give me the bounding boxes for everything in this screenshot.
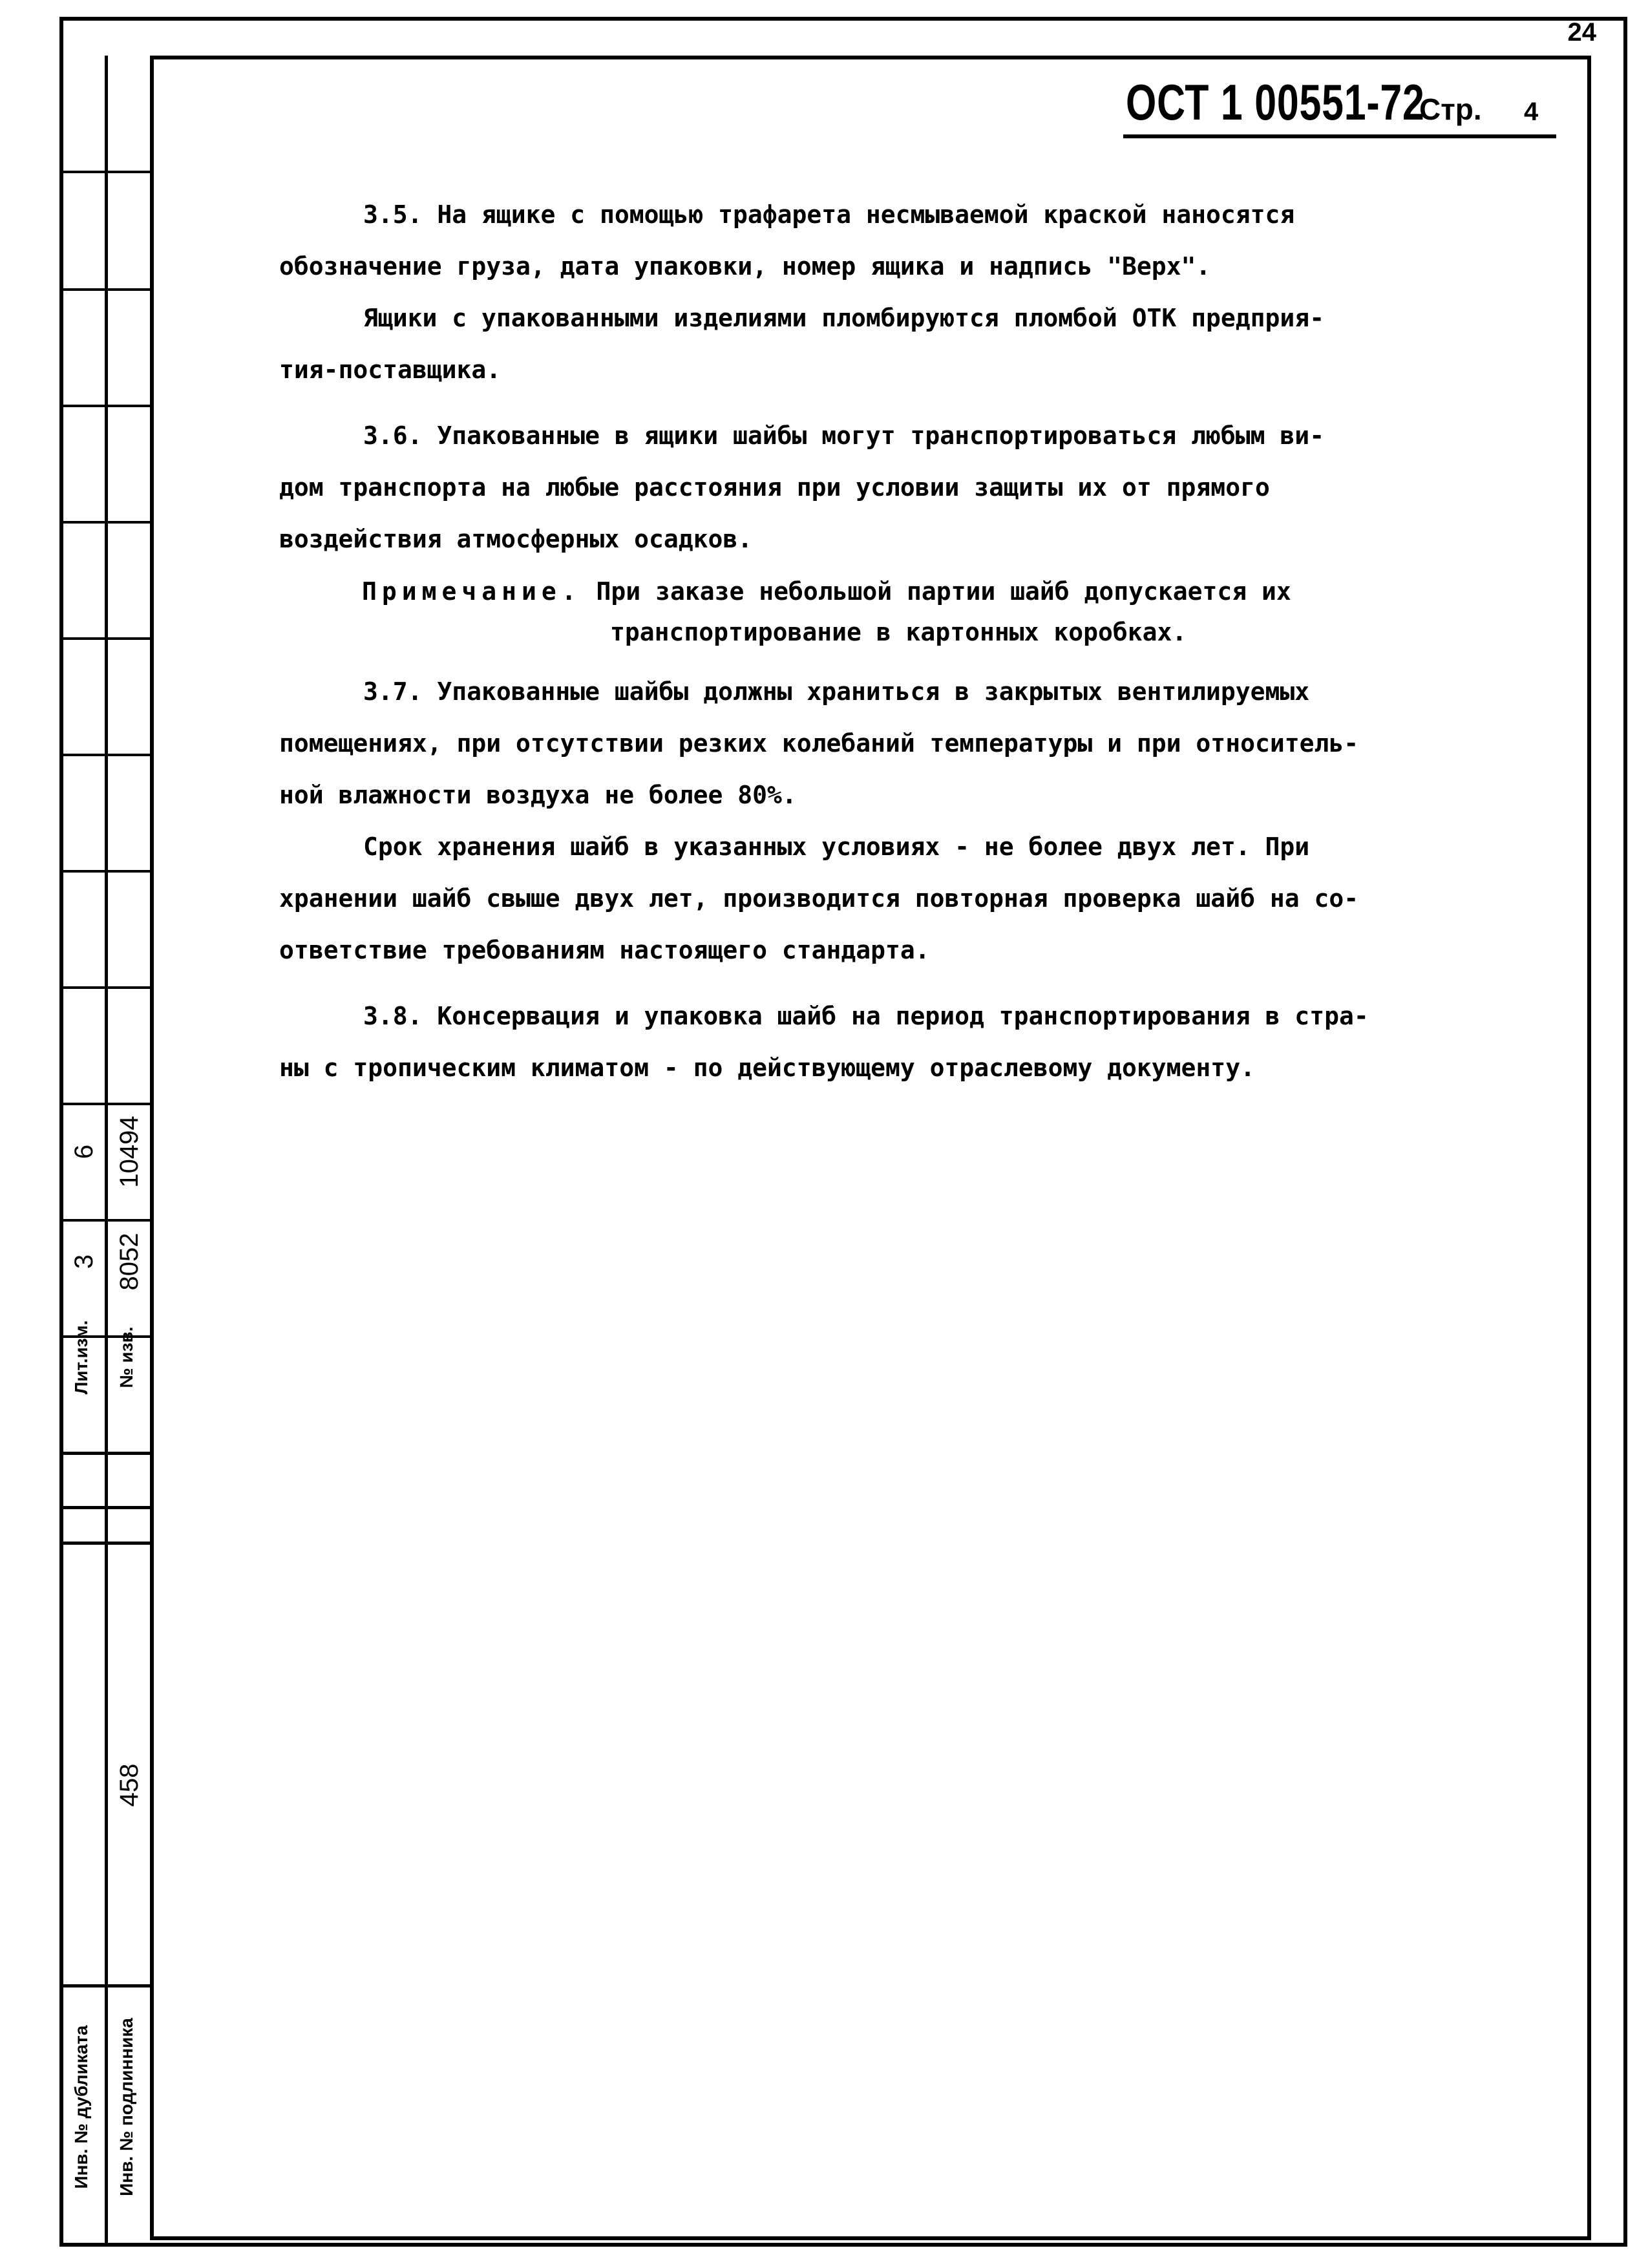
note-text: При заказе небольшой партии шайб допускается их (581, 577, 1291, 606)
stamp-divider (105, 56, 108, 2247)
note-label: Примечание. (362, 577, 582, 606)
paragraph-storage-l2: хранении шайб свыше двух лет, производится повторная проверка шайб на со- (279, 884, 1359, 913)
n-izv-value-2: 10494 (115, 1116, 143, 1188)
inv-podl-value: 458 (115, 1763, 143, 1807)
document-body (279, 189, 1514, 1094)
inv-dubl-label: Инв. № дубликата (71, 2025, 91, 2189)
lit-izm-label: Лит.изм. (71, 1320, 91, 1395)
inv-podl-label: Инв. № подлинника (116, 2018, 136, 2196)
paragraph-3-7-l2: помещениях, при отсутствии резких колебаний температуры и при относитель- (279, 729, 1359, 758)
note (279, 570, 1514, 613)
note-cont: транспортирование в картонных коробках. (610, 618, 1187, 646)
paragraph-3-7-l3: ной влажности воздуха не более 80%. (279, 781, 797, 809)
paragraph-seal: Ящики с упакованными изделиями пломбируются пломбой ОТК предприя- (363, 304, 1325, 332)
page-label: Стр. (1419, 92, 1482, 126)
paragraph-3-8: 3.8. Консервация и упаковка шайб на период транспортирования в стра- (363, 1002, 1369, 1030)
n-izv-label: № изв. (116, 1326, 136, 1388)
stamp-lower-top (59, 1542, 153, 1545)
paragraph-3-7: 3.7. Упакованные шайбы должны храниться в закрытых вентилируемых (363, 677, 1310, 706)
lit-izm-value-1: 3 (70, 1254, 98, 1269)
paragraph-3-5: 3.5. На ящике с помощью трафарета несмываемой краской наносятся (363, 200, 1295, 229)
n-izv-value-1: 8052 (115, 1233, 143, 1291)
page-value: 4 (1524, 98, 1539, 126)
page-number: 24 (1567, 18, 1596, 47)
stamp-lower-mid (59, 1984, 153, 1987)
standard-code: ОСТ 1 00551-72 (1126, 74, 1425, 131)
paragraph-3-6-l2: дом транспорта на любые расстояния при условии защиты их от прямого (279, 473, 1270, 502)
lit-izm-value-2: 6 (70, 1144, 98, 1160)
paragraph-storage: Срок хранения шайб в указанных условиях - не более двух лет. При (363, 832, 1310, 861)
paragraph-3-8-l2: ны с тропическим климатом - по действующему отраслевому документу. (279, 1054, 1255, 1082)
paragraph-seal-cont: тия-поставщика. (279, 355, 502, 384)
paragraph-3-6: 3.6. Упакованные в ящики шайбы могут транспортироваться любым ви- (363, 421, 1325, 450)
paragraph-3-5-cont: обозначение груза, дата упаковки, номер ящика и надпись "Верх". (279, 252, 1211, 281)
paragraph-storage-l3: ответствие требованиям настоящего стандарта. (279, 936, 930, 964)
document-header (1123, 76, 1556, 138)
paragraph-3-6-l3: воздействия атмосферных осадков. (279, 525, 753, 553)
